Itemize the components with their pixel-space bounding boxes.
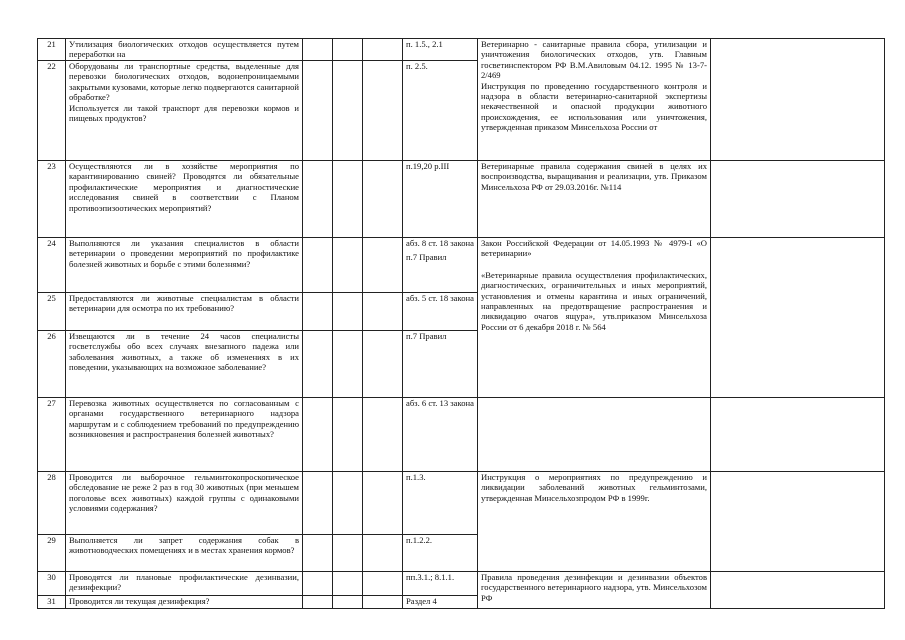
answer-yes-cell[interactable] bbox=[303, 39, 333, 61]
answer-no-cell[interactable] bbox=[333, 39, 363, 61]
question-text: Проводится ли выборочное гельминтокопроскопическое обследование не реже 2 раз в год 30 животных (при меньшем поголовье всех животных) каждой группы с одинаковыми условиями содержания? bbox=[66, 472, 303, 535]
legal-basis-text: Инструкция по проведению государственного контроля и надзора в области ветеринарно-санитарной экспертизы некачественной и опасной продукции животного происхождения, ее использования или уничтожения, утвержденная приказом Минсельхоза России от bbox=[481, 80, 707, 133]
legal-basis bbox=[478, 39, 711, 161]
answer-yes-cell[interactable] bbox=[303, 398, 333, 472]
question-text bbox=[66, 61, 303, 161]
reference-clause-part: абз. 8 ст. 18 закона bbox=[406, 238, 474, 248]
question-text: Проводятся ли плановые профилактические дезинвазии, дезинфекции? bbox=[66, 572, 303, 596]
reference-clause: абз. 5 ст. 18 закона bbox=[403, 293, 478, 331]
inspection-checklist-table bbox=[37, 38, 885, 609]
notes-cell[interactable] bbox=[711, 472, 885, 572]
answer-na-cell[interactable] bbox=[363, 293, 403, 331]
legal-basis-text: Инструкция о мероприятиях по предупреждению и ликвидации заболеваний животных гельминтозами, утвержденная Минсельхозпродом РФ в 1999г. bbox=[478, 472, 711, 572]
row-number: 23 bbox=[38, 161, 66, 238]
answer-yes-cell[interactable] bbox=[303, 161, 333, 238]
answer-no-cell[interactable] bbox=[333, 61, 363, 161]
row-number: 21 bbox=[38, 39, 66, 61]
notes-cell[interactable] bbox=[711, 39, 885, 161]
legal-basis-text: Правила проведения дезинфекции и дезинвазии объектов государственного ветеринарного надзора, утв. Минсельхозом РФ bbox=[478, 572, 711, 609]
row-number: 26 bbox=[38, 331, 66, 398]
reference-clause-part: п.7 Правил bbox=[406, 252, 447, 263]
answer-yes-cell[interactable] bbox=[303, 293, 333, 331]
answer-no-cell[interactable] bbox=[333, 472, 363, 535]
question-text: Осуществляются ли в хозяйстве мероприятия по карантинированию свиней? Проводятся ли обязательные профилактические мероприятия и диагностические исследования свиней в соответствии с Планом противоэпизоотических мероприятий? bbox=[66, 161, 303, 238]
question-text-part: Используется ли такой транспорт для перевозки кормов и пищевых продуктов? bbox=[69, 102, 299, 124]
answer-yes-cell[interactable] bbox=[303, 472, 333, 535]
reference-clause: п.19,20 р.III bbox=[403, 161, 478, 238]
table-row bbox=[38, 572, 885, 596]
answer-no-cell[interactable] bbox=[333, 398, 363, 472]
row-number: 27 bbox=[38, 398, 66, 472]
answer-no-cell[interactable] bbox=[333, 238, 363, 293]
legal-basis bbox=[478, 238, 711, 398]
reference-clause: п.7 Правил bbox=[403, 331, 478, 398]
answer-yes-cell[interactable] bbox=[303, 61, 333, 161]
question-text: Предоставляются ли животные специалистам в области ветеринарии для осмотра по их требованию? bbox=[66, 293, 303, 331]
reference-clause: п.1.3. bbox=[403, 472, 478, 535]
table-row bbox=[38, 39, 885, 61]
answer-na-cell[interactable] bbox=[363, 331, 403, 398]
notes-cell[interactable] bbox=[711, 572, 885, 609]
row-number: 30 bbox=[38, 572, 66, 596]
answer-no-cell[interactable] bbox=[333, 161, 363, 238]
answer-no-cell[interactable] bbox=[333, 572, 363, 596]
legal-basis-text: Ветеринарные правила содержания свиней в целях их воспроизводства, выращивания и реализации, утв. Приказом Минсельхоза РФ от 29.03.2016г. №114 bbox=[478, 161, 711, 238]
legal-basis-text: «Ветеринарные правила осуществления профилактических, диагностических, ограничительных и иных мероприятий, установления и отмены карантина и иных ограничений, направленных на предотвращение распространения и ликвидацию очагов ящура», утв.приказом Минсельхоза России от 6 декабря 2018 г. № 564 bbox=[481, 269, 707, 332]
answer-yes-cell[interactable] bbox=[303, 572, 333, 596]
notes-cell[interactable] bbox=[711, 238, 885, 398]
row-number: 25 bbox=[38, 293, 66, 331]
question-text: Перевозка животных осуществляется по согласованным с органами государственного ветеринарного надзора маршрутам и с соблюдением требований по предупреждению возникновения и распространения болезней животных? bbox=[66, 398, 303, 472]
table-row bbox=[38, 238, 885, 293]
reference-clause: Раздел 4 bbox=[403, 596, 478, 609]
row-number: 28 bbox=[38, 472, 66, 535]
answer-yes-cell[interactable] bbox=[303, 535, 333, 572]
legal-basis-empty bbox=[478, 398, 711, 472]
answer-yes-cell[interactable] bbox=[303, 238, 333, 293]
question-text-part: Оборудованы ли транспортные средства, выделенные для перевозки биологических отходов, водонепроницаемыми закрытыми кузовами, которые легко подвергаются санитарной обработке? bbox=[69, 61, 299, 103]
answer-na-cell[interactable] bbox=[363, 398, 403, 472]
question-text: Выполняются ли указания специалистов в области ветеринарии о проведении мероприятий по профилактике болезней животных и борьбе с этими болезнями? bbox=[66, 238, 303, 293]
answer-no-cell[interactable] bbox=[333, 331, 363, 398]
reference-clause: п.1.2.2. bbox=[403, 535, 478, 572]
row-number: 31 bbox=[38, 596, 66, 609]
question-text: Выполняется ли запрет содержания собак в животноводческих помещениях и в местах хранения кормов? bbox=[66, 535, 303, 572]
answer-na-cell[interactable] bbox=[363, 535, 403, 572]
notes-cell[interactable] bbox=[711, 398, 885, 472]
row-number: 24 bbox=[38, 238, 66, 293]
notes-cell[interactable] bbox=[711, 161, 885, 238]
reference-clause: п. 2.5. bbox=[403, 61, 478, 161]
answer-na-cell[interactable] bbox=[363, 596, 403, 609]
question-text: Извещаются ли в течение 24 часов специалисты госветслужбы обо всех случаях внезапного падежа или заболевания животных, а также об изменениях в их поведении, указывающих на возможное заболевание? bbox=[66, 331, 303, 398]
answer-no-cell[interactable] bbox=[333, 293, 363, 331]
answer-na-cell[interactable] bbox=[363, 472, 403, 535]
answer-na-cell[interactable] bbox=[363, 238, 403, 293]
table-row bbox=[38, 161, 885, 238]
legal-basis-text: Ветеринарно - санитарные правила сбора, утилизации и уничтожения биологических отходов, утв. Главным госветинспектором РФ В.М.Авиловым 04.12. 1995 № 13-7-2/469 bbox=[481, 39, 707, 81]
question-text: Утилизация биологических отходов осуществляется путем переработки на bbox=[66, 39, 303, 61]
reference-clause: пп.3.1.; 8.1.1. bbox=[403, 572, 478, 596]
question-text: Проводится ли текущая дезинфекция? bbox=[66, 596, 303, 609]
answer-no-cell[interactable] bbox=[333, 596, 363, 609]
legal-basis-text: Закон Российской Федерации от 14.05.1993 № 4979-I «О ветеринарии» bbox=[481, 238, 707, 259]
reference-clause: абз. 6 ст. 13 закона bbox=[403, 398, 478, 472]
row-number: 29 bbox=[38, 535, 66, 572]
answer-na-cell[interactable] bbox=[363, 39, 403, 61]
answer-yes-cell[interactable] bbox=[303, 331, 333, 398]
answer-na-cell[interactable] bbox=[363, 61, 403, 161]
reference-clause bbox=[403, 238, 478, 293]
table-row bbox=[38, 472, 885, 535]
answer-na-cell[interactable] bbox=[363, 161, 403, 238]
table-row bbox=[38, 398, 885, 472]
answer-na-cell[interactable] bbox=[363, 572, 403, 596]
reference-clause: п. 1.5., 2.1 bbox=[403, 39, 478, 61]
row-number: 22 bbox=[38, 61, 66, 161]
answer-no-cell[interactable] bbox=[333, 535, 363, 572]
answer-yes-cell[interactable] bbox=[303, 596, 333, 609]
